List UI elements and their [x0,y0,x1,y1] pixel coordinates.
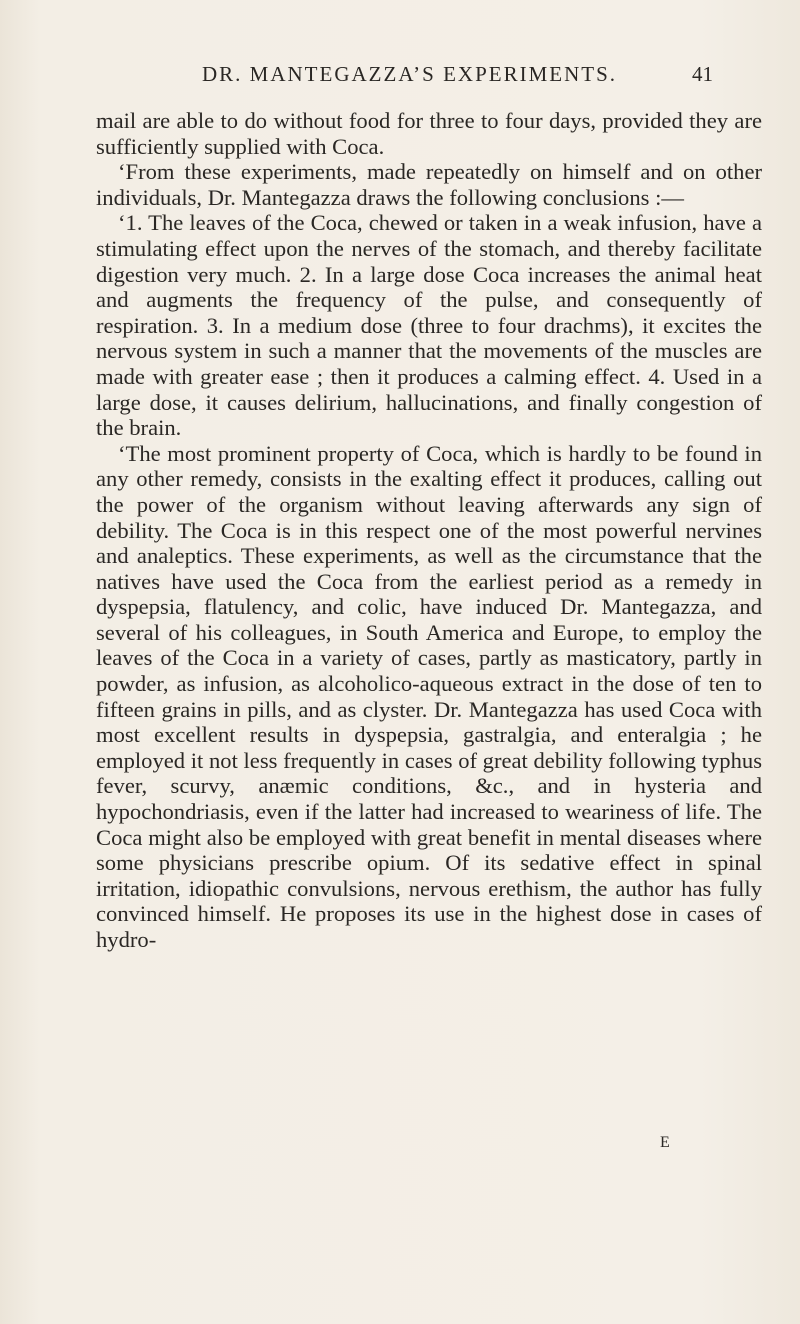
paragraph-numbered-conclusions: ‘1. The leaves of the Coca, chewed or taken in a weak infusion, have a stimulating effect upon the nerves of the stomach, and thereby facilitate digestion very much. 2. In a large dose Coca increases the animal heat and augments the frequency of the pulse, and consequently of respiration. 3. In a medium dose (three to four drachms), it excites the nervous system in such a manner that the movements of the muscles are made with greater ease ; then it produces a calming effect. 4. Used in a large dose, it causes delirium, hallucinations, and finally congestion of the brain. [96,210,762,441]
page-header [202,62,762,92]
page-number: 41 [692,62,713,86]
paragraph-intro-conclusions: ‘From these experiments, made repeatedly on himself and on other individuals, Dr. Mantegazza draws the following conclusions :— [96,159,762,210]
signature-mark: E [660,1134,671,1151]
paragraph-prominent-property: ‘The most prominent property of Coca, which is hardly to be found in any other remedy, consists in the exalting effect it produces, calling out the power of the organism without leaving afterwards any sign of debility. The Coca is in this respect one of the most powerful nervines and analeptics. These experiments, as well as the circumstance that the natives have used the Coca from the earliest period as a remedy in dyspepsia, flatulency, and colic, have induced Dr. Mantegazza, and several of his colleagues, in South America and Europe, to employ the leaves of the Coca in a variety of cases, partly as masticatory, partly in powder, as infusion, as alcoholico-aqueous extract in the dose of ten to fifteen grains in pills, and as clyster. Dr. Mantegazza has used Coca with most excellent results in dyspepsia, gastralgia, and enteralgia ; he employed it not less frequently in cases of great debility following typhus fever, scurvy, anæmic conditions, &c., and in hysteria and hypochondriasis, even if the latter had increased to weariness of life. The Coca might also be employed with great benefit in mental diseases where some physicians prescribe opium. Of its sedative effect in spinal irritation, idiopathic convulsions, nervous erethism, the author has fully convinced himself. He proposes its use in the highest dose in cases of hydro- [96,440,762,952]
body-text [96,108,762,953]
running-title: DR. MANTEGAZZA’S EXPERIMENTS. [202,62,617,86]
paragraph-continuation: mail are able to do without food for three to four days, provided they are sufficiently supplied with Coca. [96,108,762,159]
